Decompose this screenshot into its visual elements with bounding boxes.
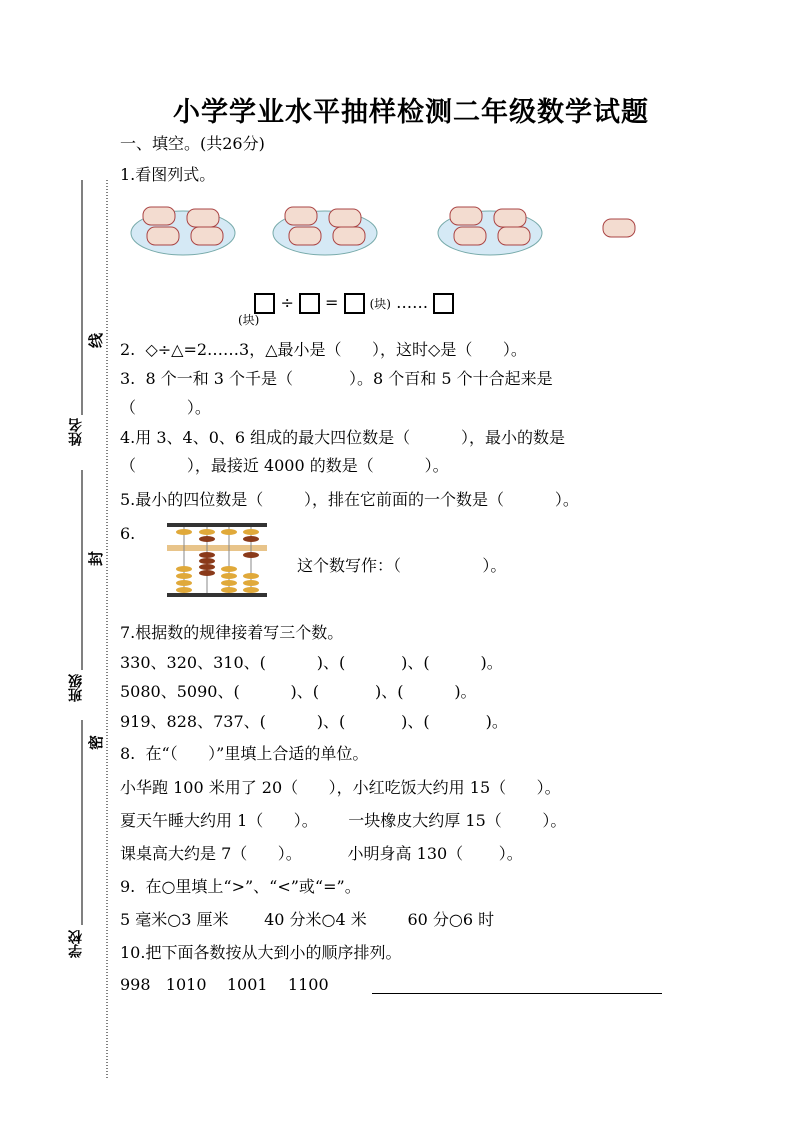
single-cake (603, 219, 635, 237)
abacus-image (167, 523, 269, 599)
q6-number: 6. (120, 524, 136, 543)
section-heading: 一、填空。(共26分) (120, 134, 265, 153)
q7-prompt: 7.根据数的规律接着写三个数。 (120, 623, 344, 642)
school-label: 学校 (68, 930, 84, 958)
divide-sign: ÷ (280, 293, 294, 312)
q8-row: 夏天午睡大约用 1（ ）。 一块橡皮大约厚 15（ ）。 (120, 811, 567, 830)
q7-row: 330、320、310、( )、( )、( )。 (120, 653, 503, 672)
seal-feng: 封 (87, 550, 106, 567)
q3-line2: （ ）。 (120, 398, 211, 417)
q1-unit2: (块) (238, 313, 260, 327)
name-label: 姓名 (68, 418, 84, 446)
unit-label: (块) (369, 297, 391, 311)
q5: 5.最小的四位数是（ ），排在它前面的一个数是（ ）。 (120, 490, 579, 509)
seal-xian: 线 (87, 332, 106, 349)
equals-sign: = (325, 293, 339, 312)
cake-illustration (125, 195, 685, 265)
answer-box[interactable] (299, 293, 320, 314)
class-label: 班级 (68, 674, 84, 702)
answer-box[interactable] (344, 293, 365, 314)
q8-prompt: 8. 在“（ ）”里填上合适的单位。 (120, 744, 369, 763)
q10-numbers: 998 1010 1001 1100 (120, 975, 329, 994)
q7-row: 5080、5090、( )、( )、( )。 (120, 682, 477, 701)
q2: 2. ◇÷△=2……3，△最小是（ ），这时◇是（ ）。 (120, 340, 527, 359)
page-title: 小学学业水平抽样检测二年级数学试题 (173, 97, 649, 128)
q1-prompt: 1.看图列式。 (120, 165, 216, 184)
seal-mi: 密 (87, 734, 106, 751)
q6-text: 这个数写作：（ ）。 (297, 556, 507, 575)
q4-line1: 4.用 3、4、0、6 组成的最大四位数是（ ），最小的数是 (120, 428, 566, 447)
q1-formula (234, 274, 454, 333)
q9-prompt: 9. 在○里填上“>”、“<”或“=”。 (120, 877, 361, 896)
q7-row: 919、828、737、( )、( )、( )。 (120, 712, 508, 731)
q9-row: 5 毫米○3 厘米 40 分米○4 米 60 分○6 时 (120, 910, 495, 929)
q3-line1: 3. 8 个一和 3 个千是（ ）。8 个百和 5 个十合起来是 (120, 369, 553, 388)
q4-line2: （ ），最接近 4000 的数是（ ）。 (120, 456, 449, 475)
q8-row: 课桌高大约是 7（ ）。 小明身高 130（ ）。 (120, 844, 523, 863)
q10-prompt: 10.把下面各数按从大到小的顺序排列。 (120, 943, 402, 962)
q8-row: 小华跑 100 米用了 20（ ），小红吃饭大约用 15（ ）。 (120, 778, 561, 797)
q10-answer-line[interactable] (372, 993, 662, 994)
remainder-dots: …… (396, 293, 429, 312)
answer-box[interactable] (433, 293, 454, 314)
